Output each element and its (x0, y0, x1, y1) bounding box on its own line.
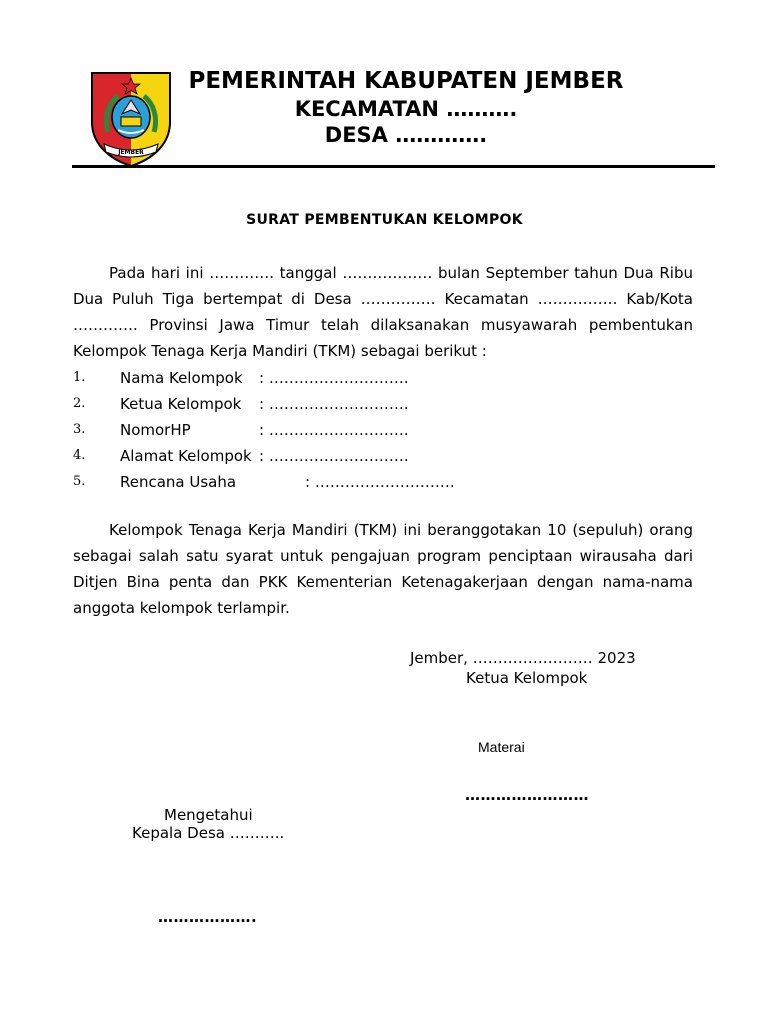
list-item (73, 443, 693, 469)
stamp-duty-label: Materai (478, 739, 525, 755)
intro-text: Pada hari ini …………. tanggal ……………… bulan September tahun Dua Ribu Dua Puluh Tiga bertempat di Desa …………… Kecamatan ……………. Kab/Kota …………. Provinsi Jawa Timur telah dilaksanakan musyawarah pembentukan Kelompok Tenaga Kerja Mandiri (TKM) sebagai berikut : (73, 264, 693, 360)
list-item-number: 2. (73, 396, 86, 411)
place-date: Jember, …………………… 2023 (410, 649, 636, 667)
header-district: KECAMATAN ………. (294, 97, 518, 121)
closing-text: Kelompok Tenaga Kerja Mandiri (TKM) ini beranggotakan 10 (sepuluh) orang sebagai salah satu syarat untuk pengajuan program penciptaan wirausaha dari Ditjen Bina penta dan PKK Kementerian Ketenagakerjaan dengan nama-nama anggota kelompok terlampir. (73, 521, 693, 617)
list-item-label: NomorHP (120, 421, 191, 439)
list-item (73, 417, 693, 443)
list-item-value: : ………………………. (259, 369, 409, 387)
document-title: SURAT PEMBENTUKAN KELOMPOK (246, 212, 523, 228)
list-item-number: 4. (73, 448, 86, 463)
list-item-label: Rencana Usaha (120, 473, 237, 491)
svg-text:JEMBER: JEMBER (118, 149, 144, 156)
list-item-value: : ………………………. (259, 395, 409, 413)
village-head-name: ………………. (158, 908, 258, 926)
acknowledge-label: Mengetahui (164, 806, 253, 824)
header-government-title: PEMERINTAH KABUPATEN JEMBER (188, 68, 624, 94)
list-item (73, 469, 693, 495)
list-item-label: Ketua Kelompok (120, 395, 242, 413)
list-item-number: 3. (73, 422, 86, 437)
intro-paragraph (73, 260, 693, 364)
group-details-list (73, 365, 693, 495)
list-item-value: : ………………………. (259, 447, 409, 465)
list-item-value: : ………………………. (259, 421, 409, 439)
signer-name: …………………… (465, 786, 589, 804)
list-item (73, 391, 693, 417)
list-item-number: 1. (73, 370, 86, 385)
list-item-value: : ………………………. (305, 473, 455, 491)
header-village: DESA …………. (324, 123, 488, 147)
signer-role: Ketua Kelompok (466, 669, 588, 687)
header-divider (72, 165, 715, 168)
list-item-label: Alamat Kelompok (120, 447, 252, 465)
list-item (73, 365, 693, 391)
village-head-role: Kepala Desa ……….. (132, 824, 285, 842)
list-item-number: 5. (73, 474, 86, 489)
list-item-label: Nama Kelompok (120, 369, 243, 387)
closing-paragraph (73, 517, 693, 621)
